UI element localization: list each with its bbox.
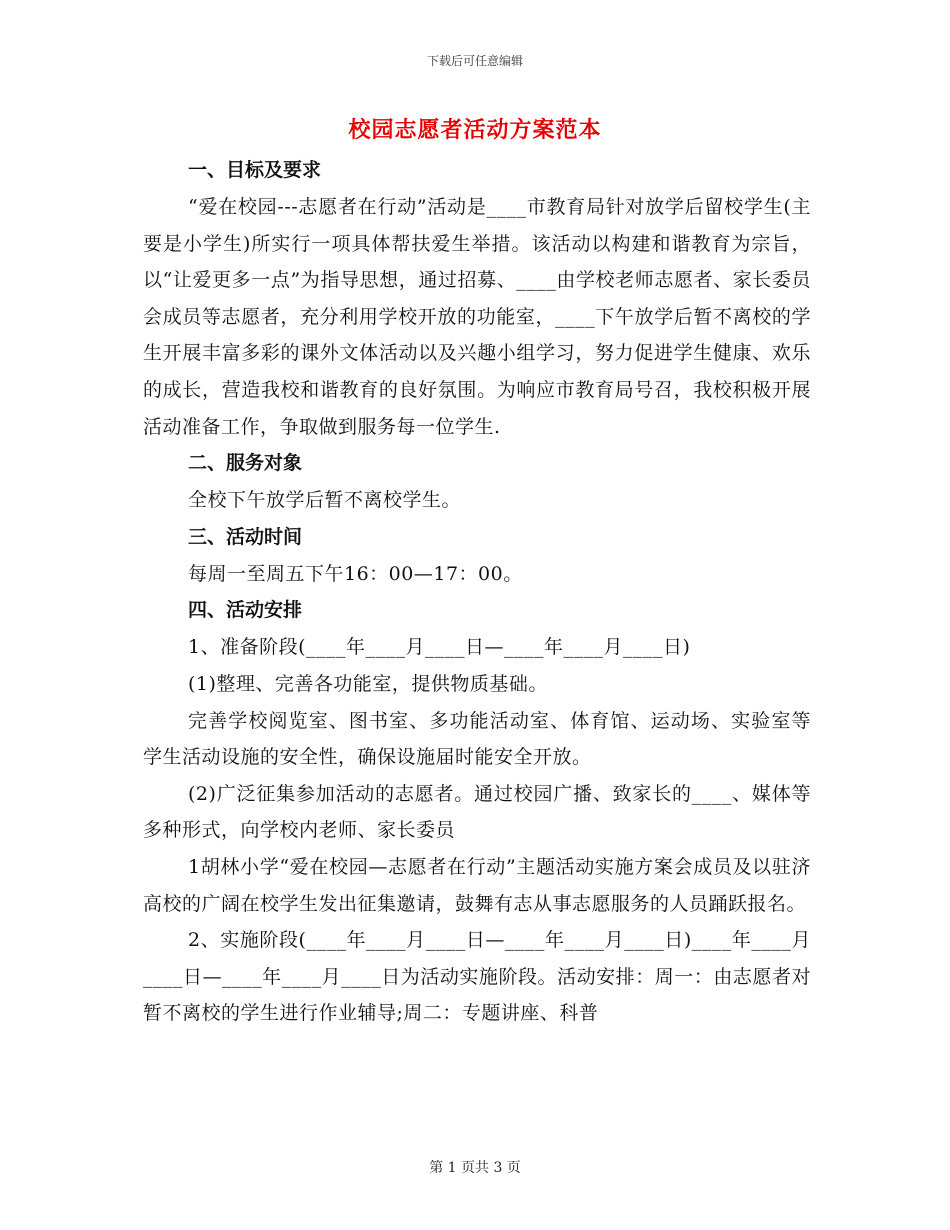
section-heading: 二、服务对象 [188, 452, 303, 475]
paragraph: 1胡林小学“爱在校园—志愿者在行动”主题活动实施方案会成员及以驻济高校的广阔在校学生发出征集邀请，鼓舞有志从事志愿服务的人员踊跃报名。 [143, 855, 811, 915]
paragraph: 每周一至周五下午16：00—17：00。 [188, 562, 523, 585]
section-heading: 四、活动安排 [188, 599, 303, 622]
document-title: 校园志愿者活动方案范本 [348, 117, 602, 143]
section-heading: 一、目标及要求 [188, 159, 322, 181]
paragraph: 完善学校阅览室、图书室、多功能活动室、体育馆、运动场、实验室等学生活动设施的安全性，确保设施届时能安全开放。 [143, 709, 811, 769]
paragraph: 全校下午放学后暂不离校学生。 [188, 489, 462, 512]
paragraph: (2)广泛征集参加活动的志愿者。通过校园广播、致家长的____、媒体等多种形式，向学校内老师、家长委员 [143, 782, 811, 842]
paragraph: 1、准备阶段(____年____月____日—____年____月____日) [188, 636, 691, 659]
paragraph: “爱在校园---志愿者在行动”活动是____市教育局针对放学后留校学生(主要是小学生)所实行一项具体帮扶爱生举措。该活动以构建和谐教育为宗旨，以“让爱更多一点”为指导思想，通过招募、____由学校老师志愿者、家长委员会成员等志愿者，充分利用学校开放的功能室，____下午放学后暂不离校的学生开展丰富多彩的课外文体活动以及兴趣小组学习，努力促进学生健康、欢乐的成长，营造我校和谐教育的良好氛围。为响应市教育局号召，我校积极开展活动准备工作，争取做到服务每一位学生. [143, 196, 811, 438]
paragraph: 2、实施阶段(____年____月____日—____年____月____日)____年____月____日—____年____月____日为活动实施阶段。活动安排：周一：由志愿者对暂不离校的学生进行作业辅导;周二：专题讲座、科普 [143, 929, 811, 1025]
paragraph: (1)整理、完善各功能室，提供物质基础。 [188, 672, 548, 695]
document-body [143, 152, 811, 1032]
page-footer: 第 1 页共 3 页 [429, 1160, 521, 1176]
header-note: 下载后可任意编辑 [426, 54, 523, 68]
section-heading: 三、活动时间 [188, 525, 303, 548]
